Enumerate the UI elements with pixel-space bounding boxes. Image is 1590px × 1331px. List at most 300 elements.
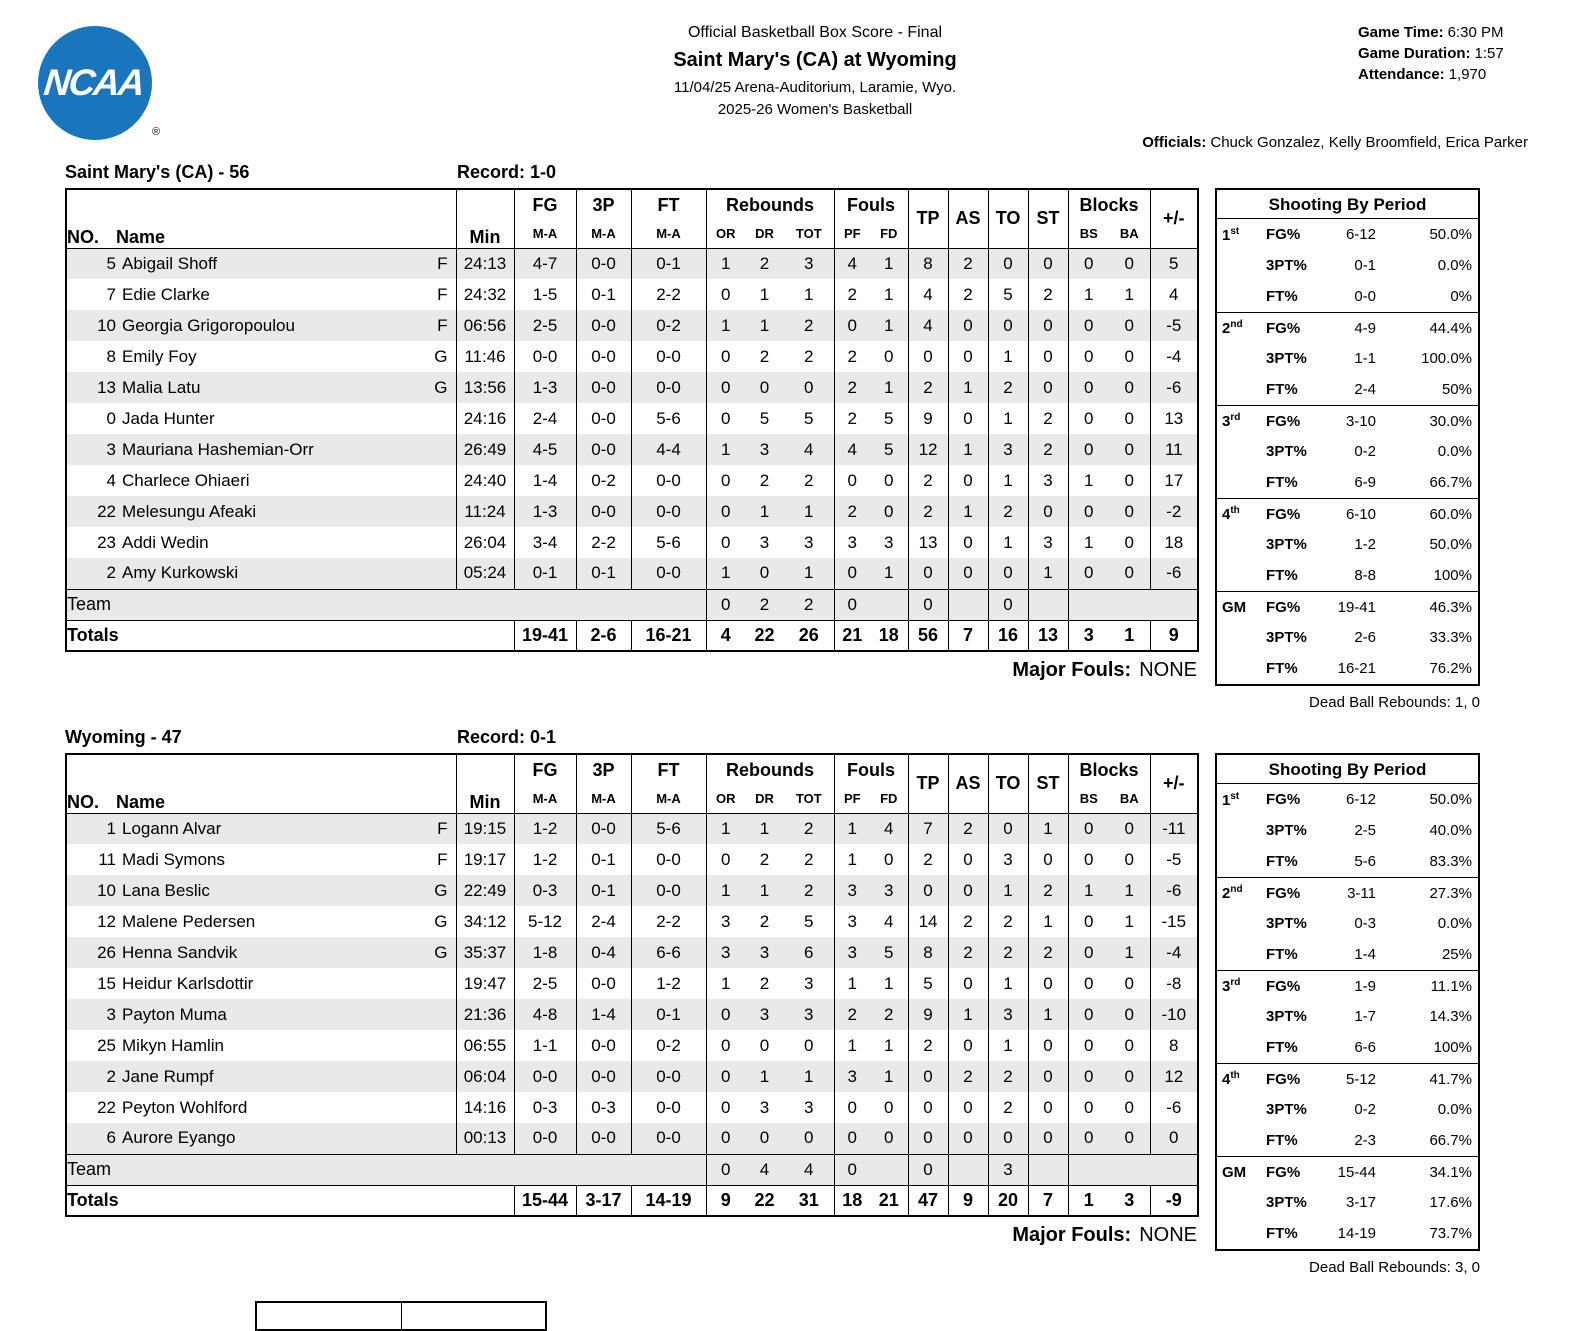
stat-pf: 0 bbox=[834, 465, 870, 496]
shooting-row bbox=[1217, 498, 1478, 529]
stat-bs: 0 bbox=[1068, 1092, 1109, 1123]
col-header-blocks: Blocks bbox=[1068, 189, 1150, 220]
stat-ft: 0-1 bbox=[631, 248, 706, 279]
stat-tot: 3 bbox=[804, 1097, 814, 1117]
stat-as: 0 bbox=[948, 844, 988, 875]
stat-label: 3PT% bbox=[1266, 629, 1307, 646]
major-fouls-label: Major Fouls: bbox=[1012, 659, 1132, 681]
stat-to: 2 bbox=[988, 937, 1028, 968]
stat-bs: 0 bbox=[1068, 999, 1109, 1030]
stat-ft: 2-2 bbox=[631, 279, 706, 310]
stat-fd: 2 bbox=[884, 1004, 894, 1024]
made-attempted: 19-41 bbox=[1337, 598, 1376, 616]
player-name: Peyton Wohlford bbox=[122, 1097, 248, 1117]
stat-min: 11:24 bbox=[456, 496, 514, 527]
stat-fd: 4 bbox=[870, 813, 908, 844]
stat-or: 0 bbox=[706, 1030, 745, 1061]
stat-as: 1 bbox=[948, 496, 988, 527]
totals-p3: 2-6 bbox=[576, 620, 631, 651]
period-label: 4th bbox=[1222, 1070, 1240, 1088]
shooting-row bbox=[1217, 312, 1478, 343]
stat-to: 2 bbox=[988, 1061, 1028, 1092]
stat-pf: 4 bbox=[834, 434, 870, 465]
stat-bs: 0 bbox=[1068, 968, 1109, 999]
stat-or: 1 bbox=[706, 434, 745, 465]
totals-st: 7 bbox=[1028, 1185, 1068, 1216]
team-pf: 0 bbox=[834, 1154, 870, 1185]
team-section-saint-marys bbox=[65, 162, 1590, 714]
stat-tot: 2 bbox=[804, 880, 814, 900]
player-rows bbox=[66, 248, 1198, 651]
percentage: 76.2% bbox=[1429, 660, 1472, 677]
player-name: Jada Hunter bbox=[122, 408, 215, 428]
stat-pm: -8 bbox=[1150, 968, 1198, 999]
stat-ba: 0 bbox=[1124, 315, 1135, 335]
period-label: GM bbox=[1222, 598, 1247, 616]
stat-st: 1 bbox=[1028, 558, 1068, 589]
shooting-row bbox=[1217, 1032, 1478, 1063]
stat-st: 3 bbox=[1028, 465, 1068, 496]
stat-bs: 0 bbox=[1068, 496, 1109, 527]
player-name: Payton Muma bbox=[122, 1004, 227, 1024]
col-header-st: ST bbox=[1028, 189, 1068, 248]
stat-label: FG% bbox=[1266, 226, 1301, 243]
stat-p3: 0-0 bbox=[576, 968, 631, 999]
player-number: 7 bbox=[106, 284, 116, 304]
stat-pm: -6 bbox=[1150, 1092, 1198, 1123]
officials bbox=[1142, 134, 1528, 151]
stat-tot: 4 bbox=[804, 439, 814, 459]
stat-st: 0 bbox=[1028, 248, 1068, 279]
made-attempted: 2-3 bbox=[1354, 1132, 1376, 1149]
stat-label: 3PT% bbox=[1266, 350, 1307, 367]
player-row bbox=[66, 1061, 1198, 1092]
stat-label: FT% bbox=[1266, 946, 1298, 963]
stat-tp: 2 bbox=[908, 1030, 948, 1061]
stat-dr: 2 bbox=[745, 248, 784, 279]
percentage: 66.7% bbox=[1429, 1132, 1472, 1149]
stat-dr: 3 bbox=[759, 942, 770, 962]
col-header-tot: TOT bbox=[795, 226, 822, 242]
percentage: 46.3% bbox=[1429, 598, 1472, 616]
made-attempted: 2-4 bbox=[1354, 381, 1376, 398]
stat-bs: 0 bbox=[1068, 1030, 1109, 1061]
stat-as: 2 bbox=[948, 1061, 988, 1092]
team-tp: 0 bbox=[908, 1154, 948, 1185]
stat-bs: 1 bbox=[1068, 527, 1109, 558]
stat-or: 0 bbox=[706, 403, 745, 434]
made-attempted: 2-5 bbox=[1354, 822, 1376, 839]
stat-fd: 1 bbox=[884, 1035, 894, 1055]
stat-to: 2 bbox=[988, 372, 1028, 403]
stat-bs: 0 bbox=[1068, 558, 1109, 589]
shooting-by-period-panel bbox=[1215, 188, 1480, 686]
dead-ball-rebounds: Dead Ball Rebounds: 1, 0 bbox=[1309, 694, 1480, 711]
stat-min: 19:47 bbox=[456, 968, 514, 999]
stat-to: 2 bbox=[988, 1092, 1028, 1123]
stat-p3: 0-0 bbox=[576, 434, 631, 465]
stat-tot: 3 bbox=[804, 1004, 814, 1024]
player-number: 6 bbox=[106, 1128, 116, 1148]
stat-fg: 1-3 bbox=[514, 372, 576, 403]
made-attempted: 1-4 bbox=[1354, 946, 1376, 963]
totals-ft: 16-21 bbox=[631, 620, 706, 651]
player-row bbox=[66, 248, 1198, 279]
stat-tp: 14 bbox=[908, 906, 948, 937]
game-time-value: 6:30 PM bbox=[1447, 24, 1504, 41]
shooting-row bbox=[1217, 343, 1478, 374]
stat-min: 14:16 bbox=[456, 1092, 514, 1123]
player-name-cell bbox=[116, 1092, 456, 1123]
col-header-as: AS bbox=[948, 189, 988, 248]
shooting-row bbox=[1217, 939, 1478, 970]
stat-tot: 3 bbox=[784, 248, 834, 279]
stat-pm: -11 bbox=[1150, 813, 1198, 844]
period-label: 1st bbox=[1222, 225, 1240, 244]
stat-pm: 13 bbox=[1150, 403, 1198, 434]
stat-pf: 1 bbox=[834, 968, 870, 999]
stat-ft: 6-6 bbox=[631, 937, 706, 968]
player-row bbox=[66, 999, 1198, 1030]
shooting-row bbox=[1217, 908, 1478, 939]
totals-tot: 31 bbox=[784, 1185, 834, 1216]
team-title: Wyoming - 47 bbox=[65, 727, 182, 747]
stat-min: 26:49 bbox=[456, 434, 514, 465]
stat-dr: 1 bbox=[759, 501, 770, 521]
stat-st: 2 bbox=[1028, 434, 1068, 465]
col-header-min: Min bbox=[456, 189, 514, 248]
made-attempted: 0-2 bbox=[1354, 443, 1376, 460]
stat-ba: 1 bbox=[1124, 942, 1135, 962]
stat-pf: 0 bbox=[834, 558, 870, 589]
stat-p3: 0-0 bbox=[576, 496, 631, 527]
stat-or: 1 bbox=[706, 248, 745, 279]
col-header-tp: TP bbox=[908, 754, 948, 813]
shooting-row bbox=[1217, 622, 1478, 653]
stat-or: 0 bbox=[706, 1092, 745, 1123]
stat-label: 3PT% bbox=[1266, 1008, 1307, 1025]
stat-fd: 5 bbox=[884, 942, 894, 962]
percentage: 73.7% bbox=[1429, 1225, 1472, 1242]
stat-pm: -6 bbox=[1150, 875, 1198, 906]
stat-to: 1 bbox=[988, 341, 1028, 372]
cutoff-table-cell bbox=[402, 1303, 546, 1329]
box-score-table bbox=[65, 188, 1199, 652]
made-attempted: 1-7 bbox=[1354, 1008, 1376, 1025]
team-st bbox=[1028, 589, 1068, 620]
stat-dr: 1 bbox=[759, 315, 770, 335]
stat-dr: 5 bbox=[759, 408, 770, 428]
team-rebounds-row bbox=[66, 589, 1198, 620]
player-row bbox=[66, 844, 1198, 875]
percentage: 40.0% bbox=[1429, 822, 1472, 839]
stat-ft: 0-0 bbox=[631, 341, 706, 372]
stat-min: 24:16 bbox=[456, 403, 514, 434]
stat-fd: 1 bbox=[870, 248, 908, 279]
stat-fd: 1 bbox=[884, 377, 894, 397]
stat-or: 3 bbox=[706, 937, 745, 968]
stat-tp: 9 bbox=[908, 403, 948, 434]
game-time bbox=[1358, 22, 1504, 43]
stat-tp: 2 bbox=[908, 465, 948, 496]
stat-fg: 4-7 bbox=[514, 248, 576, 279]
stat-label: FG% bbox=[1266, 412, 1301, 430]
shooting-row bbox=[1217, 846, 1478, 877]
team-empty-blocks bbox=[1068, 1154, 1198, 1185]
stat-pm: -4 bbox=[1150, 937, 1198, 968]
stat-min: 24:40 bbox=[456, 465, 514, 496]
stat-tot: 6 bbox=[804, 942, 814, 962]
player-number: 11 bbox=[98, 849, 116, 869]
game-title: Saint Mary's (CA) at Wyoming bbox=[673, 49, 957, 71]
stat-st: 2 bbox=[1028, 279, 1068, 310]
stat-to: 5 bbox=[988, 279, 1028, 310]
stat-st: 0 bbox=[1028, 310, 1068, 341]
totals-row bbox=[66, 620, 1198, 651]
percentage: 100% bbox=[1433, 567, 1472, 584]
player-name: Mauriana Hashemian-Orr bbox=[122, 439, 314, 459]
stat-ba: 0 bbox=[1124, 1128, 1135, 1148]
stat-as: 0 bbox=[948, 1030, 988, 1061]
stat-to: 0 bbox=[988, 310, 1028, 341]
stat-st: 0 bbox=[1028, 372, 1068, 403]
period-label: 1st bbox=[1222, 790, 1240, 809]
player-number: 10 bbox=[97, 880, 116, 900]
stat-fg: 1-1 bbox=[514, 1030, 576, 1061]
stat-pf: 2 bbox=[834, 372, 870, 403]
percentage: 0% bbox=[1450, 288, 1472, 305]
totals-tot: 26 bbox=[784, 620, 834, 651]
stat-st: 1 bbox=[1028, 813, 1068, 844]
stat-st: 0 bbox=[1028, 341, 1068, 372]
stat-tot: 0 bbox=[804, 1035, 814, 1055]
stat-pm: 5 bbox=[1150, 248, 1198, 279]
player-row bbox=[66, 558, 1198, 589]
stat-fd: 5 bbox=[884, 408, 894, 428]
col-header-or: OR bbox=[706, 785, 745, 813]
percentage: 27.3% bbox=[1429, 884, 1472, 902]
totals-or: 4 bbox=[706, 620, 745, 651]
stat-pm: -6 bbox=[1150, 372, 1198, 403]
shooting-row bbox=[1217, 560, 1478, 591]
stat-st: 2 bbox=[1028, 403, 1068, 434]
made-attempted: 8-8 bbox=[1354, 567, 1376, 584]
stat-p3: 0-1 bbox=[576, 279, 631, 310]
made-attempted: 0-3 bbox=[1354, 915, 1376, 932]
stat-fg: 3-4 bbox=[514, 527, 576, 558]
totals-ba: 3 bbox=[1109, 1185, 1150, 1216]
totals-pf: 18 bbox=[834, 1185, 870, 1216]
team-dr: 4 bbox=[745, 1154, 784, 1185]
col-header-3p: 3P bbox=[576, 754, 631, 785]
team-st bbox=[1028, 1154, 1068, 1185]
col-header-tot: TOT bbox=[795, 791, 822, 807]
stat-ba: 0 bbox=[1124, 1097, 1135, 1117]
stat-fg: 1-3 bbox=[514, 496, 576, 527]
stat-or: 1 bbox=[706, 875, 745, 906]
stat-tot: 0 bbox=[804, 1128, 814, 1148]
team-as bbox=[948, 589, 988, 620]
made-attempted: 1-2 bbox=[1354, 536, 1376, 553]
col-header-no: NO. bbox=[67, 791, 100, 812]
stat-bs: 0 bbox=[1068, 1061, 1109, 1092]
col-header-ft: FT bbox=[631, 189, 706, 220]
stat-label: FT% bbox=[1266, 1039, 1298, 1056]
stat-fg: 1-4 bbox=[514, 465, 576, 496]
player-name-cell bbox=[116, 403, 456, 434]
percentage: 66.7% bbox=[1429, 474, 1472, 491]
totals-row bbox=[66, 1185, 1198, 1216]
player-row bbox=[66, 465, 1198, 496]
percentage: 0.0% bbox=[1437, 1101, 1472, 1118]
col-header-ft-ma: M-A bbox=[631, 785, 706, 813]
stat-min: 26:04 bbox=[456, 527, 514, 558]
shooting-row bbox=[1217, 1094, 1478, 1125]
game-duration-value: 1:57 bbox=[1474, 45, 1504, 62]
player-row bbox=[66, 341, 1198, 372]
stat-p3: 0-0 bbox=[576, 1030, 631, 1061]
player-name: Edie Clarke bbox=[122, 284, 210, 304]
stat-dr: 0 bbox=[759, 1128, 770, 1148]
stat-bs: 1 bbox=[1068, 279, 1109, 310]
made-attempted: 6-12 bbox=[1345, 226, 1376, 243]
shooting-row bbox=[1217, 281, 1478, 312]
col-header-ft: FT bbox=[631, 754, 706, 785]
stat-ft: 0-0 bbox=[631, 875, 706, 906]
made-attempted: 0-2 bbox=[1354, 1101, 1376, 1118]
stat-pm: 17 bbox=[1150, 465, 1198, 496]
stat-as: 0 bbox=[948, 968, 988, 999]
box-score-page bbox=[65, 162, 1590, 1331]
stat-ba: 0 bbox=[1109, 813, 1150, 844]
major-fouls bbox=[65, 1224, 1197, 1250]
totals-dr: 22 bbox=[745, 620, 784, 651]
stat-p3: 0-1 bbox=[576, 558, 631, 589]
made-attempted: 0-0 bbox=[1354, 288, 1376, 305]
stat-min: 00:13 bbox=[456, 1123, 514, 1154]
dead-ball-rebounds: Dead Ball Rebounds: 3, 0 bbox=[1309, 1259, 1480, 1276]
stat-bs: 1 bbox=[1068, 465, 1109, 496]
cutoff-table-fragment bbox=[255, 1301, 547, 1331]
stat-label: FT% bbox=[1266, 660, 1298, 677]
stat-dr: 2 bbox=[759, 849, 770, 869]
player-name: Lana Beslic bbox=[122, 880, 210, 900]
stat-ba: 0 bbox=[1124, 501, 1135, 521]
stat-bs: 0 bbox=[1068, 403, 1109, 434]
player-name-cell bbox=[116, 1123, 456, 1154]
player-name-cell bbox=[116, 1030, 456, 1061]
stat-pm: -4 bbox=[1150, 341, 1198, 372]
col-header-3p-ma: M-A bbox=[576, 785, 631, 813]
stat-fg: 1-8 bbox=[514, 937, 576, 968]
player-name-cell bbox=[116, 968, 456, 999]
stat-ft: 0-0 bbox=[631, 1092, 706, 1123]
player-number: 13 bbox=[97, 377, 116, 397]
stat-ba: 0 bbox=[1124, 1004, 1135, 1024]
team-dr: 2 bbox=[745, 589, 784, 620]
stat-or: 1 bbox=[706, 813, 745, 844]
stat-tp: 13 bbox=[908, 527, 948, 558]
percentage: 100% bbox=[1433, 1039, 1472, 1056]
stat-p3: 0-0 bbox=[576, 248, 631, 279]
stat-to: 1 bbox=[988, 1030, 1028, 1061]
stat-tp: 4 bbox=[908, 279, 948, 310]
stat-tot: 0 bbox=[804, 377, 814, 397]
stat-label: FG% bbox=[1266, 1163, 1301, 1181]
player-name: Jane Rumpf bbox=[122, 1066, 214, 1086]
col-header-fg-ma: M-A bbox=[514, 785, 576, 813]
stat-fd: 0 bbox=[884, 1128, 894, 1148]
player-row bbox=[66, 1092, 1198, 1123]
stat-min: 35:37 bbox=[456, 937, 514, 968]
stat-label: 3PT% bbox=[1266, 915, 1307, 932]
col-header-as: AS bbox=[948, 754, 988, 813]
percentage: 41.7% bbox=[1429, 1070, 1472, 1088]
totals-st: 13 bbox=[1028, 620, 1068, 651]
stat-dr: 2 bbox=[759, 911, 770, 931]
stat-fd: 3 bbox=[884, 532, 894, 552]
stat-ft: 1-2 bbox=[631, 968, 706, 999]
player-row bbox=[66, 875, 1198, 906]
stat-pm: -15 bbox=[1150, 906, 1198, 937]
shooting-row bbox=[1217, 529, 1478, 560]
made-attempted: 14-19 bbox=[1337, 1225, 1376, 1242]
stat-st: 1 bbox=[1028, 999, 1068, 1030]
stat-or: 0 bbox=[706, 372, 745, 403]
stat-ft: 0-0 bbox=[631, 558, 706, 589]
stat-min: 22:49 bbox=[456, 875, 514, 906]
team-tot: 2 bbox=[784, 589, 834, 620]
shooting-row bbox=[1217, 1187, 1478, 1218]
stat-ft: 0-0 bbox=[631, 372, 706, 403]
stat-pf: 3 bbox=[834, 875, 870, 906]
stat-label: FG% bbox=[1266, 884, 1301, 902]
stat-as: 0 bbox=[948, 465, 988, 496]
stat-as: 0 bbox=[948, 341, 988, 372]
player-name: Heidur Karlsdottir bbox=[122, 973, 254, 993]
stat-label: FT% bbox=[1266, 474, 1298, 491]
col-header-tp: TP bbox=[908, 189, 948, 248]
stat-min: 06:55 bbox=[456, 1030, 514, 1061]
col-header-min: Min bbox=[456, 754, 514, 813]
stat-as: 0 bbox=[948, 875, 988, 906]
stat-dr: 3 bbox=[759, 439, 770, 459]
stat-tot: 1 bbox=[804, 1066, 814, 1086]
stat-label: FT% bbox=[1266, 1225, 1298, 1242]
stat-dr: 1 bbox=[759, 1066, 770, 1086]
stat-min: 34:12 bbox=[456, 906, 514, 937]
stat-pf: 1 bbox=[834, 813, 870, 844]
stat-st: 0 bbox=[1028, 496, 1068, 527]
totals-fg: 15-44 bbox=[514, 1185, 576, 1216]
stat-as: 0 bbox=[948, 1092, 988, 1123]
team-row-label: Team bbox=[66, 1154, 706, 1185]
stat-as: 1 bbox=[948, 372, 988, 403]
player-name: Charlece Ohiaeri bbox=[122, 470, 250, 490]
stat-to: 2 bbox=[988, 496, 1028, 527]
stat-as: 0 bbox=[948, 1123, 988, 1154]
player-number: 1 bbox=[66, 813, 116, 844]
player-name-cell bbox=[116, 813, 456, 844]
player-number: 25 bbox=[97, 1035, 116, 1055]
stat-tot: 2 bbox=[784, 813, 834, 844]
team-pf: 0 bbox=[834, 589, 870, 620]
stat-or: 0 bbox=[706, 527, 745, 558]
stat-min: 06:04 bbox=[456, 1061, 514, 1092]
stat-pm: 4 bbox=[1150, 279, 1198, 310]
season-line: 2025-26 Women's Basketball bbox=[717, 101, 913, 118]
totals-dr: 22 bbox=[745, 1185, 784, 1216]
